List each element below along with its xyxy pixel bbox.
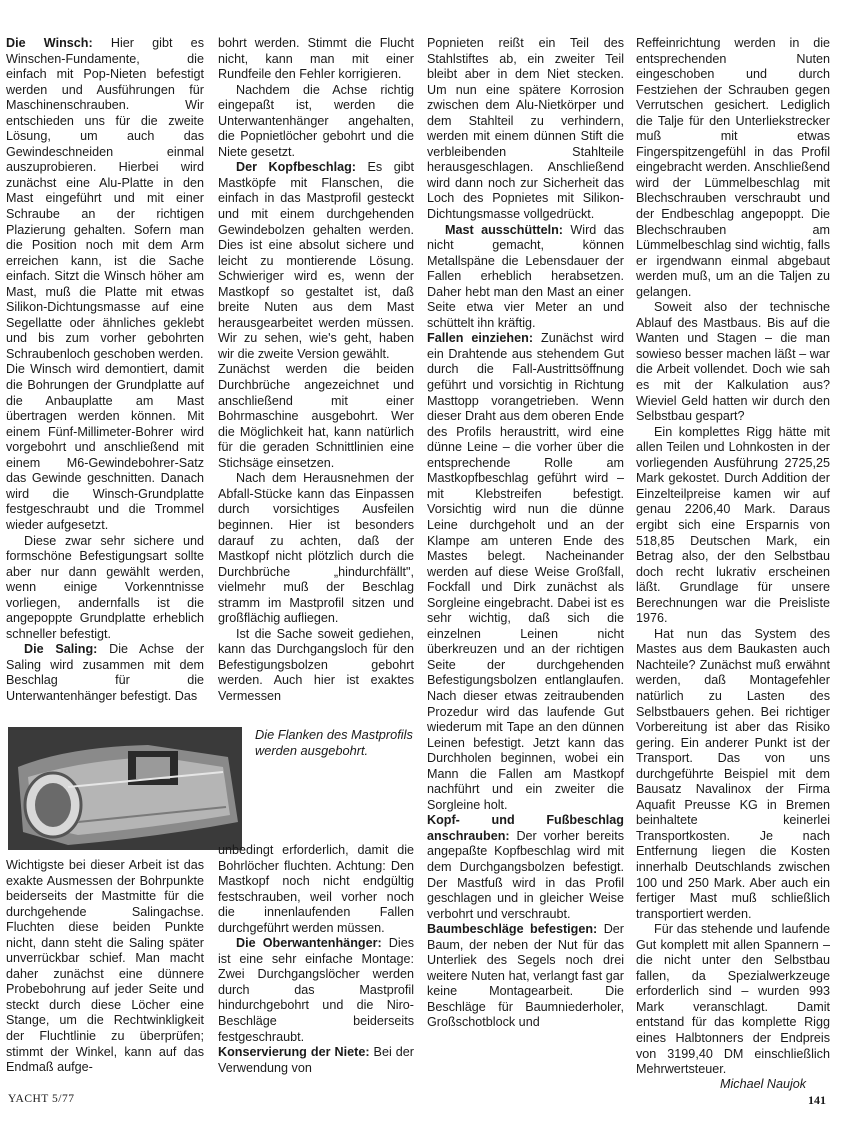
paragraph-text: Für das stehende und laufende Gut komplett mit allen Spannern – die nicht unter den Selbstbau fallen, da Spezialwerkzeuge erforderlich sind – wurden 993 Mark veranschlagt. Damit entstand für das komplette Rigg eines Halbtonners der Endpreis von 3199,40 DM einschließlich Mehrwertsteuer. (636, 922, 830, 1077)
paragraph (218, 160, 414, 362)
column-3 (427, 36, 624, 1031)
paragraph-text: Nachdem die Achse richtig eingepaßt ist, werden die Unterwantenhänger angehalten, die Popnietlöcher gebohrt und die Niete gesetzt. (218, 82, 414, 159)
paragraph (427, 922, 624, 1031)
paragraph-text: Hat nun das System des Mastes aus dem Baukasten auch Nachteile? Zunächst muß erwähnt werden, daß Montagefehler natürlich zu Lasten des Selbstbauers gehen. Bei richtiger Vorbereitung ist aber das Risiko gering. Ein anderer Punkt ist der Transport. Das von uns durchgeführte Beispiel mit dem Bausatz Navalinox der Firma Aquafit Preusse KG in Bremen beinhaltete keinerlei Transportkosten. Je nach Entfernung liegen die Kosten innerhalb Deutschlands zwischen 100 und 250 Mark. Aber auch ein fertiger Mast muß schließlich transportiert werden. (636, 626, 830, 921)
paragraph-text: Ist die Sache soweit gediehen, kann das Durchgangsloch für den Befestigungsbolzen gebohrt werden. Auch hier ist exaktes Vermessen (218, 626, 414, 703)
paragraph-text: Ein komplettes Rigg hätte mit allen Teilen und Lohnkosten in der vorliegenden Ausführung 2725,25 Mark gekostet. Durch Addition der Einzelteilpreise kamen wir auf genau 2206,40 Mark. Daraus ergibt sich eine Ersparnis von 518,85 Deutschen Mark, ein Betrag also, der den Selbstbau doch recht lukrativ erscheinen läßt. Grundlage für unsere Berechnungen war die Preisliste 1976. (636, 424, 830, 626)
paragraph-text: Der Baum, der neben der Nut für das Unterliek des Segels noch drei weitere Nuten hat, verlangt fast gar keine Montagearbeit. Die Beschläge für Baumniederholer, Großschotblock und (427, 922, 624, 1030)
section-heading: Konservierung der Niete: (218, 1045, 370, 1060)
paragraph (6, 642, 204, 704)
paragraph-text: Zunächst werden die beiden Durchbrüche angezeichnet und anschließend mit einer Bohrmaschine ausgebohrt. Wer die Möglichkeit hat, kann natürlich für die geraden Schnittlinien eine Stichsäge einsetzen. (218, 362, 414, 470)
paragraph (218, 362, 414, 471)
paragraph-text: Dies ist eine sehr einfache Montage: Zwei Durchgangslöcher werden durch das Mastprofil hindurchgebohrt und die Niro-Beschläge beiderseits festgeschraubt. (218, 936, 414, 1044)
paragraph-text: bohrt werden. Stimmt die Flucht nicht, kann man mit einer Rundfeile den Fehler korrigieren. (218, 36, 414, 82)
section-heading: Baumbeschläge befestigen: (427, 922, 598, 937)
paragraph-text: Zunächst wird ein Drahtende aus stehendem Gut durch die Fall-Austrittsöffnung geführt und vorsichtig in Richtung Masttopp vorangetrieben. Wenn dieser Draht aus dem oberen Ende des Profils heraustritt, wird eine dünne Leine – die vorher über die entsprechende Rolle am Mastkopfbeschlag geführt wird – mit Klebstreifen befestigt. Vorsichtig wird nun die dünne Leine durchgeholt und an der Klampe am unteren Ende des Mastes belegt. Nacheinander werden auf diese Weise Großfall, Fockfall und Dirk zunächst als Sorgleine eingebracht. Dabei ist es sehr wichtig, daß sich die einzelnen Leinen nicht überkreuzen und an der richtigen Seite der durchgehenden Befestigungsbolzen entlanglaufen. Nach dieser etwas zeitraubenden Prozedur wird das laufende Gut wiederum mit Tape an den dünnen Leinen befestigt. Jetzt kann das Durchholen beginnen, wobei ein Mann die Fallen am Mastkopf nachführt und ein zweiter die Sorgleine holt. (427, 331, 624, 812)
paragraph (427, 813, 624, 922)
section-heading: Der Kopfbeschlag: (236, 160, 356, 175)
paragraph (218, 843, 414, 936)
paragraph-text: Es gibt Mastköpfe mit Flanschen, die einfach in das Mastprofil gesteckt und mit einem durchgehenden Gewindebolzen gehalten werden. Dies ist eine absolut sichere und leicht zu montierende Lösung. Schwieriger wird es, wenn der Mastkopf so gestaltet ist, daß breite Nuten aus dem Mast herausgearbeitet werden müssen. Wir zu sehen, wie's geht, haben wir die zweite Version gewählt. (218, 160, 415, 361)
paragraph (427, 223, 624, 332)
section-heading: Fallen einziehen: (427, 331, 534, 346)
paragraph-text: Bei der Verwendung von (218, 1045, 414, 1075)
section-heading: Kopf- und Fußbeschlag anschrauben: (427, 813, 624, 843)
paragraph (6, 362, 204, 533)
section-heading: Die Saling: (24, 642, 98, 657)
paragraph (427, 331, 624, 813)
paragraph (636, 627, 830, 922)
column-1-bottom (6, 858, 204, 1076)
paragraph-text: Popnieten reißt ein Teil des Stahlstiftes ab, ein zweiter Teil bleibt aber in dem Niet stecken. Um nun eine spätere Korrosion zwischen dem Alu-Nietkörper und dem Stahlteil zu verhindern, werden mit einem dünnen Stift die verbleibenden Stahlteile herausgeschlagen. Anschließend wird dann noch zur Sicherheit das Loch des Popnietes mit Silikon-Dichtungsmasse vollgedrückt. (427, 36, 624, 222)
mast-drilling-image (8, 727, 242, 850)
column-4 (636, 36, 830, 1078)
photo-caption: Die Flanken des Mastprofils werden ausgebohrt. (255, 727, 413, 758)
column-2-bottom (218, 843, 414, 1076)
paragraph (427, 36, 624, 223)
section-heading: Die Oberwantenhänger: (236, 936, 382, 951)
paragraph-text: Hier gibt es Winschen-Fundamente, die einfach mit Pop-Nieten befestigt werden und Ausführungen für Maschinenschrauben. Wir entschieden uns für die zweite Lösung, um auch das Gewindeschneiden einmal auszuprobieren. Hierbei wird zunächst eine Alu-Platte in den Mast eingeführt und mit einer Schraube an der richtigen Plazierung gehalten. Sofern man die Position noch mit dem Arm erreichen kann, ist die Sache einfach. Sitzt die Winsch höher am Mast, muß die Platte mit etwas Silikon-Dichtungsmasse auf eine Segellatte oder ähnliches geklebt und bis zum vorher gebohrten Schraubenloch geschoben werden. (6, 36, 204, 361)
author-signature: Michael Naujok (720, 1077, 807, 1091)
paragraph (6, 36, 204, 362)
paragraph (218, 36, 414, 83)
paragraph-text: Wichtigste bei dieser Arbeit ist das exakte Ausmessen der Bohrpunkte beiderseits der Mastmitte für die durchgehende Salingachse. Fluchten diese beiden Punkte nicht, dann steht die Saling später unverrückbar schief. Man macht daher zunächst eine dünnere Probebohrung auf jeder Seite und steckt durch diese Löcher eine Stange, um die Rechtwinkligkeit der Fluchtlinie zu überprüfen; stimmt der Winkel, kann auf das Endmaß aufge- (6, 858, 204, 1075)
paragraph-text: Der vorher bereits angepaßte Kopfbeschlag wird mit dem Durchgangsbolzen befestigt. Der Mastfuß wird in das Profil geschlagen und in gleicher Weise verbohrt und verschraubt. (427, 828, 624, 921)
paragraph (636, 300, 830, 424)
section-heading: Mast ausschütteln: (445, 222, 563, 237)
paragraph (218, 83, 414, 161)
column-1-top (6, 36, 204, 705)
paragraph (636, 36, 830, 300)
paragraph (636, 425, 830, 627)
paragraph-text: Wird das nicht gemacht, können Metallspäne die Lebensdauer der Fallen erheblich herabsetzen. Daher hebt man den Mast an einer Seite etwa vier Meter an und schüttelt ihn kräftig. (427, 222, 624, 330)
paragraph-text: Diese zwar sehr sichere und formschöne Befestigungsart sollte aber nur dann gewählt werden, wenn einige Vorkenntnisse vorliegen, andernfalls ist die angepoppte Grundplatte erheblich schneller befestigt. (6, 533, 204, 641)
paragraph-text: Reffeinrichtung werden in die entsprechenden Nuten eingeschoben und durch Festziehen der Schrauben gegen Verrutschen gesichert. Lediglich die Talje für den Unterliekstrecker muß mit etwas Fingerspitzengefühl in das Profil eingebracht werden. Anschließend wird der Lümmelbeschlag mit Blechschrauben verschraubt und der Endbeschlag angepoppt. Die Blechschrauben am Lümmelbeschlag sind wichtig, falls er irgendwann einmal abgebaut werden muß, um an die Taljen zu gelangen. (636, 36, 830, 299)
paragraph-text: Nach dem Herausnehmen der Abfall-Stücke kann das Einpassen durch vorsichtiges Ausfeilen beginnen. Hier ist besonders darauf zu achten, daß der Mastkopf nicht plötzlich durch die Durchbrüche „hindurchfällt", vielmehr muß der Beschlag stramm im Mastprofil sitzen und großflächig aufliegen. (218, 471, 414, 626)
mast-profile-photo (8, 727, 242, 850)
paragraph (218, 936, 414, 1045)
paragraph-text: Die Achse der Saling wird zusammen mit dem Beschlag für die Unterwantenhänger befestigt. Das (6, 642, 205, 703)
paragraph-text: Die Winsch wird demontiert, damit die Bohrungen der Grundplatte auf die Anbauplatte am Mast übertragen werden können. Mit einem Fünf-Millimeter-Bohrer wird vorgebohrt und anschließend mit einem M6-Gewindebohrer-Satz das Gewinde geschnitten. Danach wird die Winsch-Grundplatte festgeschraubt und die Trommel wieder aufgesetzt. (6, 362, 204, 532)
paragraph (218, 627, 414, 705)
paragraph (6, 534, 204, 643)
paragraph (6, 858, 204, 1076)
column-2-top (218, 36, 414, 705)
paragraph (218, 1045, 414, 1076)
paragraph-text: unbedingt erforderlich, damit die Bohrlöcher fluchten. Achtung: Den Mastkopf noch nicht endgültig festschrauben, weil vorher noch die innenlaufenden Fallen durchgeführt werden müssen. (218, 843, 414, 935)
page-number: 141 (808, 1093, 826, 1107)
magazine-issue: YACHT 5/77 (8, 1093, 75, 1105)
paragraph-text: Soweit also der technische Ablauf des Mastbaus. Bis auf die Wanten und Stagen – die man sowieso besser machen läßt – war die Arbeit vollendet. Doch wie sah es mit der Kalkulation aus? Wieviel Geld hatten wir durch den Selbstbau gespart? (636, 300, 830, 424)
paragraph (636, 922, 830, 1077)
paragraph (218, 471, 414, 626)
section-heading: Die Winsch: (6, 36, 93, 50)
